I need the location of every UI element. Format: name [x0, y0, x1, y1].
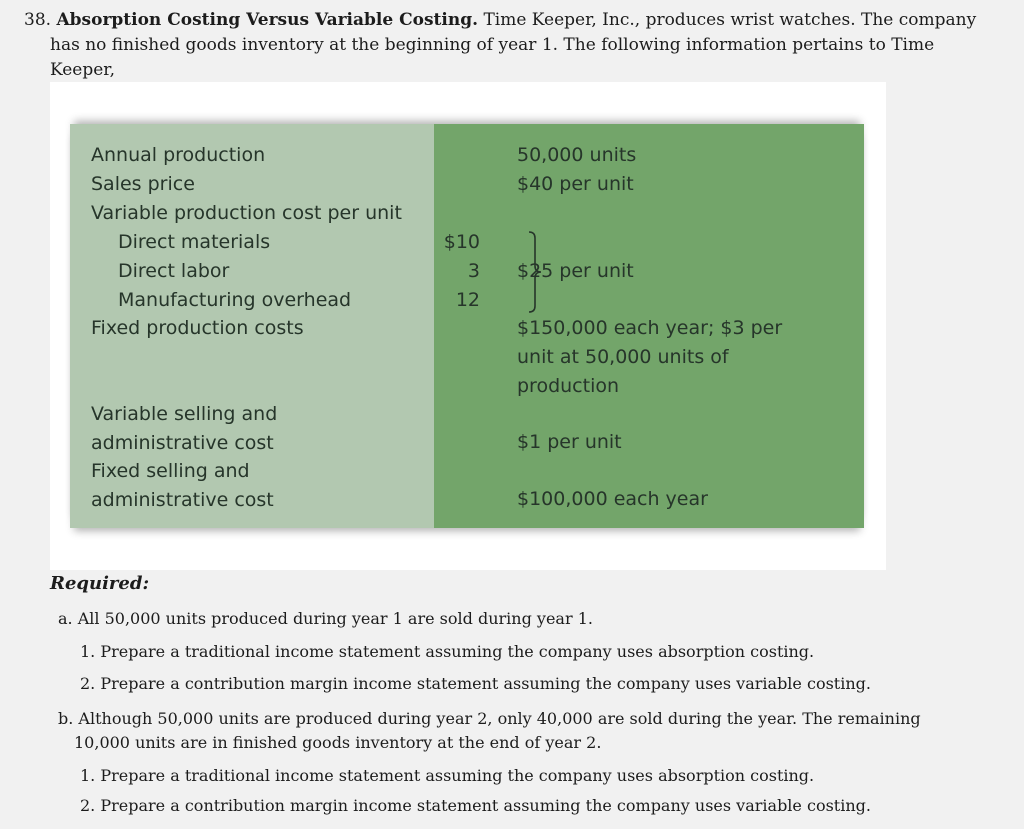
- problem-intro-line-2: has no finished goods inventory at the beginning of year 1. The following information pertains to Time Keeper,: [50, 35, 935, 80]
- problem-number: 38.: [24, 10, 52, 30]
- variable-production-label: Variable production cost per unit: [91, 202, 402, 224]
- direct-materials-amount: $10: [443, 231, 480, 253]
- problem-intro-line-1: Time Keeper, Inc., produces wrist watches. The company: [483, 10, 977, 30]
- variable-production-total: $25 per unit: [517, 260, 634, 282]
- annual-production-label: Annual production: [91, 144, 266, 166]
- direct-materials-label: Direct materials: [118, 231, 271, 253]
- part-b-item-1: 1. Prepare a traditional income statement assuming the company uses absorption costing.: [80, 766, 815, 785]
- part-a-item-2: 2. Prepare a contribution margin income statement assuming the company uses variable costing.: [80, 674, 871, 693]
- fixed-selling-value: $100,000 each year: [517, 488, 708, 510]
- data-figure: [50, 82, 886, 570]
- part-a-item-1: 1. Prepare a traditional income statement assuming the company uses absorption costing.: [80, 642, 815, 661]
- variable-selling-label: Variable selling and administrative cost: [91, 403, 278, 454]
- variable-selling-value: $1 per unit: [517, 431, 622, 453]
- manufacturing-overhead-label: Manufacturing overhead: [118, 289, 352, 311]
- cost-data-table: [70, 124, 864, 528]
- manufacturing-overhead-amount: 12: [455, 289, 480, 311]
- part-a-text: a. All 50,000 units produced during year 1 are sold during year 1.: [58, 609, 593, 628]
- part-b-item-2: 2. Prepare a contribution margin income statement assuming the company uses variable costing.: [80, 796, 871, 815]
- required-heading: Required:: [50, 573, 150, 594]
- fixed-production-value: $150,000 each year; $3 per unit at 50,000 units of production: [517, 317, 783, 397]
- direct-labor-amount: 3: [467, 260, 480, 282]
- annual-production-value: 50,000 units: [517, 144, 637, 166]
- fixed-production-label: Fixed production costs: [91, 317, 304, 339]
- sales-price-value: $40 per unit: [517, 173, 634, 195]
- fixed-selling-label: Fixed selling and administrative cost: [91, 460, 274, 511]
- part-b-text: b. Although 50,000 units are produced during year 2, only 40,000 are sold during the year. The remaining 10,000 units are in finished goods inventory at the end of year 2.: [58, 709, 921, 752]
- problem-title: Absorption Costing Versus Variable Costing.: [56, 10, 479, 30]
- brace-icon: [527, 230, 547, 314]
- direct-labor-label: Direct labor: [118, 260, 230, 282]
- sales-price-label: Sales price: [91, 173, 195, 195]
